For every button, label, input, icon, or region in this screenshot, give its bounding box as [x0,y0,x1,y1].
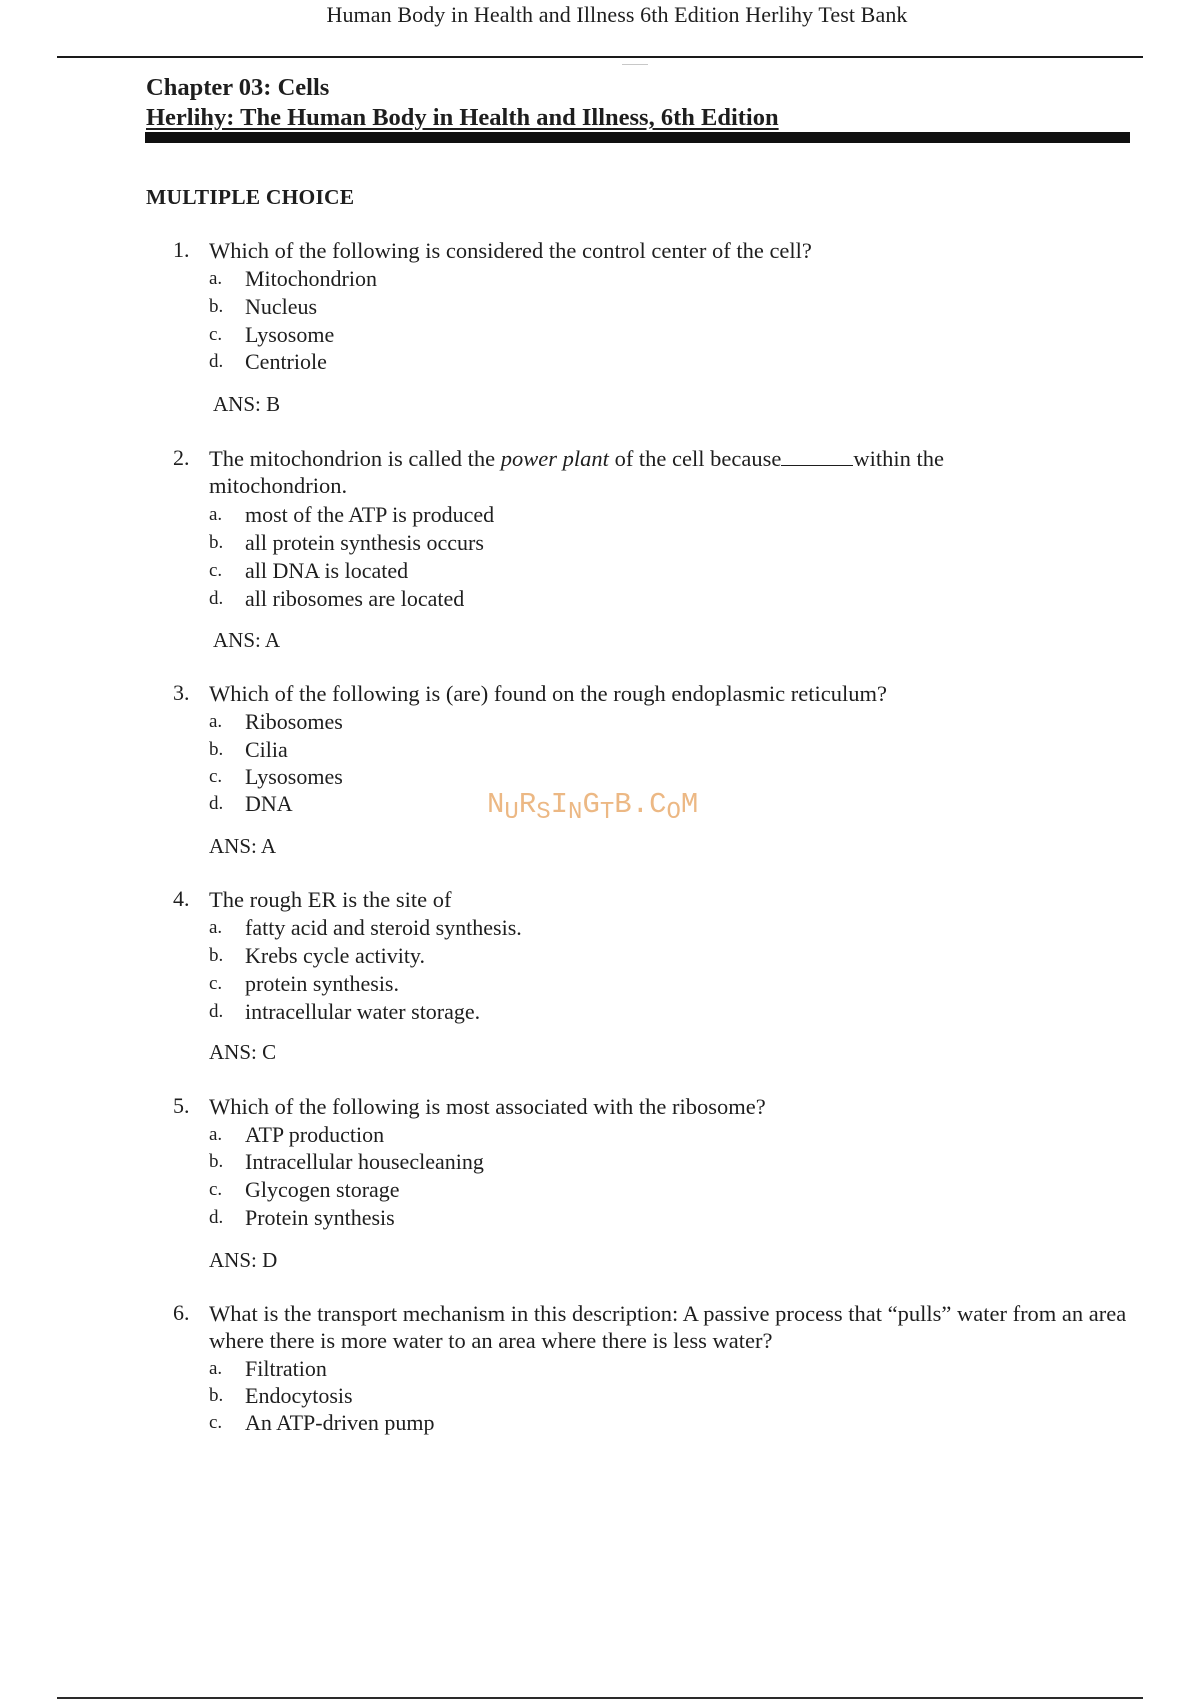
choice [0,557,1200,584]
watermark-logo: NURSINGTB.COM [487,788,699,826]
choice [0,501,1200,528]
choice-letter: b. [209,296,224,317]
choice-letter: a. [209,1358,223,1379]
choice-text: Ribosomes [245,709,343,734]
choice-letter: b. [209,1151,224,1172]
question-text: What is the transport mechanism in this description: A passive process that “pulls” water from an area where there is more water to an area where there is less water? [209,1301,1127,1353]
title-divider-bar [145,132,1130,143]
answer-key: ANS: A [213,628,281,652]
question-number: 4. [173,886,190,911]
choice [0,321,1200,348]
choice [0,763,1200,790]
chapter-title: Chapter 03: Cells [146,74,330,101]
choice [0,1382,1200,1409]
choice [0,708,1200,735]
choice-letter: d. [209,351,224,372]
choice-letter: c. [209,1412,223,1433]
question-text: Which of the following is (are) found on the rough endoplasmic reticulum? [209,681,887,706]
footer-rule [57,1697,1143,1699]
fill-in-blank [781,445,853,466]
book-title: Herlihy: The Human Body in Health and Illness, 6th Edition [146,104,779,131]
choice-letter: c. [209,324,223,345]
answer-key: ANS: A [209,834,277,858]
choice-text: intracellular water storage. [245,999,481,1024]
choice-letter: a. [209,504,223,525]
choice-text: Protein synthesis [245,1205,395,1230]
choice-text: DNA [245,791,293,816]
choice-text: Cilia [245,737,288,762]
question-text: The rough ER is the site of [209,887,452,912]
decorative-mark [622,64,648,65]
question-number: 5. [173,1093,190,1118]
choice [0,736,1200,763]
choice-letter: a. [209,268,223,289]
question-text-part: within the mitochondrion. [209,446,944,498]
choice-text: ATP production [245,1122,385,1147]
choice-text: all DNA is located [245,558,409,583]
running-header: Human Body in Health and Illness 6th Edition Herlihy Test Bank [326,2,908,27]
question-number: 3. [173,680,190,705]
choice-text: all protein synthesis occurs [245,530,484,555]
question-text [209,445,1009,499]
choice-text: fatty acid and steroid synthesis. [245,915,522,940]
choice-text: most of the ATP is produced [245,502,495,527]
question-text: Which of the following is considered the control center of the cell? [209,238,812,263]
choice-text: Filtration [245,1356,327,1381]
choice-letter: b. [209,1385,224,1406]
choice-letter: b. [209,739,224,760]
choice-text: Krebs cycle activity. [245,943,425,968]
choice-letter: a. [209,1124,223,1145]
choice-letter: d. [209,1001,224,1022]
choice-text: protein synthesis. [245,971,399,996]
answer-key: ANS: D [209,1248,278,1272]
question-number: 2. [173,445,190,470]
choice-letter: d. [209,793,224,814]
choice-text: Centriole [245,349,327,374]
choice-letter: d. [209,588,224,609]
choice-letter: c. [209,560,223,581]
question-text-emphasis: power plant [500,446,609,471]
choice-letter: c. [209,1179,223,1200]
choice [0,914,1200,941]
choice-text: Lysosomes [245,764,343,789]
question-text-part: The mitochondrion is called the [209,446,501,471]
choice [0,942,1200,969]
choice [0,970,1200,997]
choice-letter: b. [209,945,224,966]
question-number: 1. [173,237,190,262]
choice [0,529,1200,556]
choice-letter: c. [209,766,223,787]
choice-text: all ribosomes are located [245,586,465,611]
choice [0,1176,1200,1203]
choice-text: Mitochondrion [245,266,377,291]
choice [0,1148,1200,1175]
choice-letter: d. [209,1207,224,1228]
choice-text: Lysosome [245,322,335,347]
question-text: Which of the following is most associated with the ribosome? [209,1094,766,1119]
answer-key: ANS: C [209,1040,277,1064]
choice-text: Glycogen storage [245,1177,400,1202]
question-number: 6. [173,1300,190,1325]
choice [0,1355,1200,1382]
choice [0,998,1200,1025]
choice-text: Nucleus [245,294,318,319]
choice [0,265,1200,292]
choice [0,293,1200,320]
header-rule [57,56,1143,58]
choice-text: An ATP-driven pump [245,1410,435,1435]
answer-key: ANS: B [213,392,281,416]
choice-text: Intracellular housecleaning [245,1149,484,1174]
choice [0,1121,1200,1148]
choice [0,1204,1200,1231]
question-text-part: of the cell because [608,446,782,471]
choice-letter: b. [209,532,224,553]
choice-text: Endocytosis [245,1383,353,1408]
choice-letter: a. [209,917,223,938]
choice [0,1409,1200,1436]
choice-letter: a. [209,711,223,732]
choice-letter: c. [209,973,223,994]
choice [0,585,1200,612]
section-heading: MULTIPLE CHOICE [146,185,355,209]
choice [0,348,1200,375]
